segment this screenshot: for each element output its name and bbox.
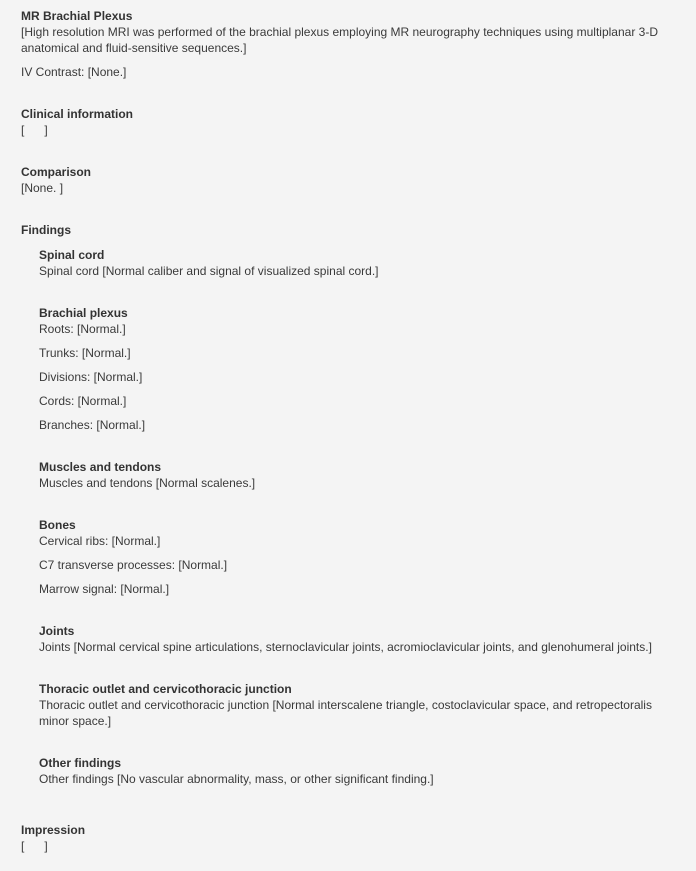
other-findings-text[interactable]: Other findings [No vascular abnormality, mass, or other significant finding.]	[39, 772, 434, 786]
plexus-cords[interactable]: Cords: [Normal.]	[39, 394, 127, 408]
comparison-heading: Comparison	[21, 165, 92, 179]
muscles-heading: Muscles and tendons	[39, 460, 162, 474]
plexus-divisions[interactable]: Divisions: [Normal.]	[39, 370, 143, 384]
brachial-plexus-heading: Brachial plexus	[39, 306, 128, 320]
comparison-field[interactable]: [None. ]	[21, 181, 64, 195]
thoracic-heading: Thoracic outlet and cervicothoracic junction	[39, 682, 292, 696]
bones-heading: Bones	[39, 518, 76, 532]
joints-subsection	[21, 623, 676, 655]
bones-c7[interactable]: C7 transverse processes: [Normal.]	[39, 558, 228, 572]
muscles-subsection	[21, 459, 676, 491]
bones-subsection	[21, 517, 676, 597]
muscles-text[interactable]: Muscles and tendons [Normal scalenes.]	[39, 476, 256, 490]
other-findings-subsection	[21, 755, 676, 787]
clinical-field[interactable]: [ ]	[21, 123, 48, 137]
report-title: MR Brachial Plexus	[21, 9, 133, 23]
other-findings-heading: Other findings	[39, 756, 121, 770]
thoracic-text[interactable]: Thoracic outlet and cervicothoracic junction [Normal interscalene triangle, costoclavicular space, and retropectoralis minor space.]	[39, 698, 652, 728]
spinal-cord-subsection	[21, 247, 676, 279]
thoracic-subsection	[21, 681, 676, 729]
spinal-cord-heading: Spinal cord	[39, 248, 105, 262]
impression-field[interactable]: [ ]	[21, 839, 48, 853]
findings-heading: Findings	[21, 223, 71, 237]
plexus-trunks[interactable]: Trunks: [Normal.]	[39, 346, 131, 360]
bones-cervical-ribs[interactable]: Cervical ribs: [Normal.]	[39, 534, 161, 548]
brachial-plexus-subsection	[21, 305, 676, 433]
joints-text[interactable]: Joints [Normal cervical spine articulations, sternoclavicular joints, acromioclavicular joints, and glenohumeral joints.]	[39, 640, 652, 654]
plexus-roots[interactable]: Roots: [Normal.]	[39, 322, 126, 336]
contrast-text[interactable]: IV Contrast: [None.]	[21, 65, 127, 79]
spinal-cord-text[interactable]: Spinal cord [Normal caliber and signal of visualized spinal cord.]	[39, 264, 379, 278]
plexus-branches[interactable]: Branches: [Normal.]	[39, 418, 146, 432]
impression-section	[21, 822, 676, 854]
joints-heading: Joints	[39, 624, 75, 638]
bones-marrow[interactable]: Marrow signal: [Normal.]	[39, 582, 170, 596]
clinical-heading: Clinical information	[21, 107, 134, 121]
technique-text[interactable]: [High resolution MRI was performed of the brachial plexus employing MR neurography techniques using multiplanar 3-D anatomical and fluid-sensitive sequences.]	[21, 25, 658, 55]
comparison-section	[21, 164, 676, 196]
clinical-section	[21, 106, 676, 138]
impression-heading: Impression	[21, 823, 86, 837]
findings-section	[21, 222, 676, 787]
